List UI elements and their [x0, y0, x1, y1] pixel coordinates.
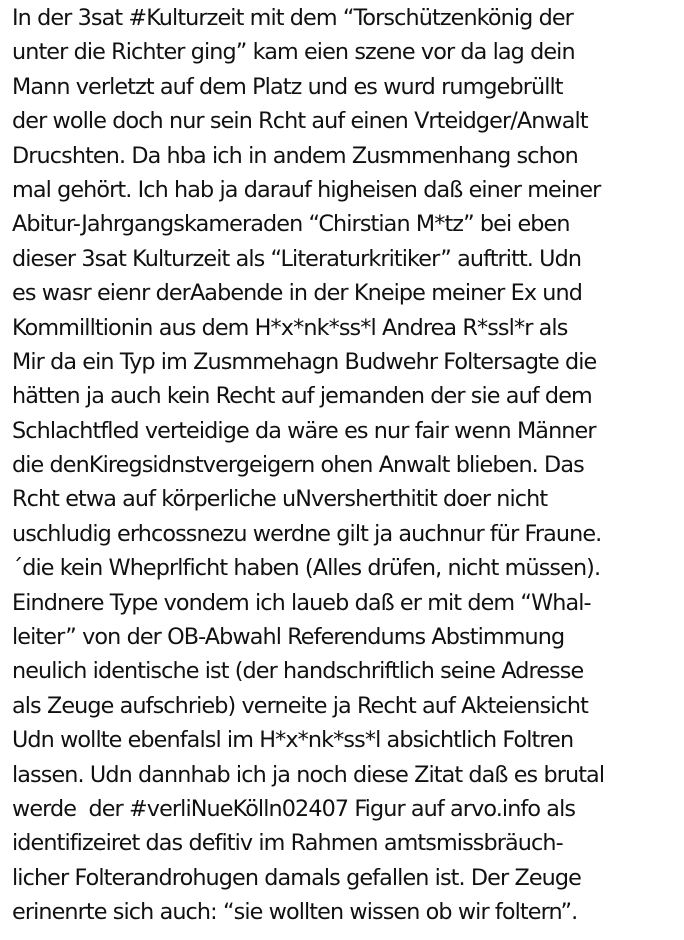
text-line-20: neulich identische ist (der handschriftlich seine Adresse — [12, 658, 584, 685]
text-line-1: In der 3sat #Kulturzeit mit dem “Torschützenkönig der — [12, 5, 573, 31]
text-line-9: es wasr eienr derAabende in der Kneipe meiner Ex und — [12, 280, 583, 307]
text-line-4: der wolle doch nur sein Rcht auf einen Vrteidger/Anwalt — [12, 108, 588, 135]
text-line-13: Schlachtfled verteidige da wäre es nur fair wenn Männer — [12, 417, 596, 444]
text-line-21: als Zeuge aufschrieb) verneite ja Recht auf Akteiensicht — [12, 692, 588, 719]
text-line-14: die denKiregsidnstvergeigern ohen Anwalt blieben. Das — [12, 452, 584, 479]
text-line-6: mal gehört. Ich hab ja darauf higheisen daß einer meiner — [12, 176, 601, 203]
text-line-5: Drucshten. Da hba ich in andem Zusmmenhang schon — [12, 142, 578, 169]
text-line-17: ´die kein Wheprlficht haben (Alles drüfen, nicht müssen). — [12, 555, 601, 582]
text-line-26: licher Folterandrohugen damals gefallen ist. Der Zeuge — [12, 864, 581, 891]
text-line-3: Mann verletzt auf dem Platz und es wurd rumgebrüllt — [12, 73, 563, 100]
text-line-18: Eindnere Type vondem ich laueb daß er mit dem “Whal- — [12, 589, 591, 616]
text-line-11: Mir da ein Typ im Zusmmehagn Budwehr Foltersagte die — [12, 348, 597, 375]
text-line-19: leiter” von der OB-Abwahl Referendums Abstimmung — [12, 624, 565, 651]
text-line-10: Kommilltionin aus dem H*x*nk*ss*l Andrea R*ssl*r als — [12, 314, 568, 341]
text-line-22: Udn wollte ebenfalsl im H*x*nk*ss*l absichtlich Foltren — [12, 727, 574, 754]
text-line-16: uschludig erhcossnezu werdne gilt ja auchnur für Fraune. — [12, 520, 602, 547]
text-line-15: Rcht etwa auf körperliche uNversherthitit doer nicht — [12, 486, 548, 513]
text-line-24: werde der #verliNueKölln02407 Figur auf arvo.info als — [12, 795, 576, 822]
text-line-2: unter die Richter ging” kam eien szene vor da lag dein — [12, 39, 575, 66]
body-text — [12, 0, 684, 929]
text-line-7: Abitur-Jahrgangskameraden “Chirstian M*tz” bei eben — [12, 211, 570, 238]
text-line-23: lassen. Udn dannhab ich ja noch diese Zitat daß es brutal — [12, 761, 605, 788]
text-line-27: erinenrte sich auch: “sie wollten wissen ob wir foltern”. — [12, 899, 578, 926]
text-line-12: hätten ja auch kein Recht auf jemanden der sie auf dem — [12, 383, 592, 410]
text-line-25: identifizeiret das defitiv im Rahmen amtsmissbräuch- — [12, 830, 563, 857]
text-line-8: dieser 3sat Kulturzeit als “Literaturkritiker” auftritt. Udn — [12, 245, 582, 272]
